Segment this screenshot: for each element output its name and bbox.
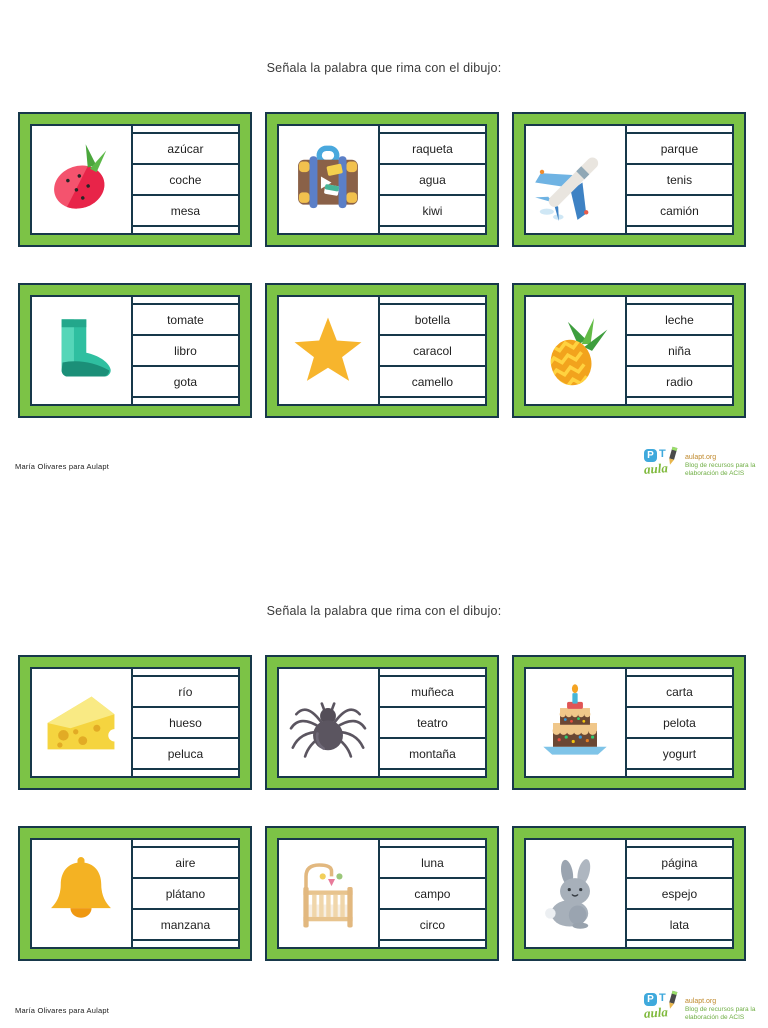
rhyme-card-suitcase	[265, 112, 499, 247]
word-option: camello	[380, 367, 485, 398]
word-option: agua	[380, 165, 485, 196]
worksheet-title: Señala la palabra que rima con el dibujo:	[266, 61, 502, 75]
word-option: coche	[133, 165, 238, 196]
word-option: montaña	[380, 739, 485, 770]
crib-icon	[279, 840, 378, 947]
word-option: radio	[627, 367, 732, 398]
word-option: pelota	[627, 708, 732, 739]
word-option: manzana	[133, 910, 238, 941]
logo-p-tile: P	[644, 993, 657, 1006]
word-option: niña	[627, 336, 732, 367]
word-option: azúcar	[133, 132, 238, 165]
rain-boot-icon	[32, 297, 131, 404]
rhyme-card-cheese	[18, 655, 252, 790]
pineapple-icon	[526, 297, 625, 404]
word-option: peluca	[133, 739, 238, 770]
word-option: camión	[627, 196, 732, 227]
rhyme-card-airplane	[512, 112, 746, 247]
word-option: circo	[380, 910, 485, 941]
rhyme-card-pineapple	[512, 283, 746, 418]
rhyme-card-star	[265, 283, 499, 418]
logo-site-url: aulapt.org	[685, 997, 717, 1005]
word-option: botella	[380, 303, 485, 336]
cheese-icon	[32, 669, 131, 776]
rhyme-card-rabbit	[512, 826, 746, 961]
word-option: tomate	[133, 303, 238, 336]
card-grid-page1	[18, 112, 746, 418]
word-option: carta	[627, 675, 732, 708]
spider-icon	[279, 669, 378, 776]
aulapt-logo	[644, 448, 762, 484]
logo-p-tile: P	[644, 449, 657, 462]
rhyme-card-cake	[512, 655, 746, 790]
word-option: raqueta	[380, 132, 485, 165]
word-option: leche	[627, 303, 732, 336]
star-icon	[279, 297, 378, 404]
logo-t-letter: T	[659, 448, 666, 460]
logo-aula-script: aula	[643, 460, 669, 477]
rabbit-icon	[526, 840, 625, 947]
word-option: libro	[133, 336, 238, 367]
logo-site-url: aulapt.org	[685, 453, 717, 461]
rhyme-card-bell	[18, 826, 252, 961]
word-option: tenis	[627, 165, 732, 196]
strawberry-icon	[32, 126, 131, 233]
airplane-icon	[526, 126, 625, 233]
logo-tagline: Blog de recursos para la elaboración de ACIS	[685, 1005, 756, 1021]
word-option: hueso	[133, 708, 238, 739]
aulapt-logo-mark	[644, 448, 680, 484]
author-credit: María Olivares para Aulapt	[15, 1006, 109, 1015]
logo-aula-script: aula	[643, 1004, 669, 1021]
aulapt-logo-mark	[644, 992, 680, 1028]
rhyme-card-rain-boot	[18, 283, 252, 418]
word-option: yogurt	[627, 739, 732, 770]
aulapt-logo	[644, 992, 762, 1028]
rhyme-card-strawberry	[18, 112, 252, 247]
word-option: kiwi	[380, 196, 485, 227]
card-grid-page2	[18, 655, 746, 961]
cake-icon	[526, 669, 625, 776]
rhyme-card-spider	[265, 655, 499, 790]
word-option: espejo	[627, 879, 732, 910]
word-option: aire	[133, 846, 238, 879]
word-option: río	[133, 675, 238, 708]
word-option: luna	[380, 846, 485, 879]
word-option: plátano	[133, 879, 238, 910]
logo-tagline: Blog de recursos para la elaboración de ACIS	[685, 461, 756, 477]
word-option: caracol	[380, 336, 485, 367]
word-option: lata	[627, 910, 732, 941]
word-option: muñeca	[380, 675, 485, 708]
word-option: parque	[627, 132, 732, 165]
logo-t-letter: T	[659, 992, 666, 1004]
word-option: gota	[133, 367, 238, 398]
word-option: mesa	[133, 196, 238, 227]
bell-icon	[32, 840, 131, 947]
word-option: teatro	[380, 708, 485, 739]
word-option: página	[627, 846, 732, 879]
suitcase-icon	[279, 126, 378, 233]
worksheet-title: Señala la palabra que rima con el dibujo:	[266, 604, 502, 618]
rhyme-card-crib	[265, 826, 499, 961]
author-credit: María Olivares para Aulapt	[15, 462, 109, 471]
word-option: campo	[380, 879, 485, 910]
